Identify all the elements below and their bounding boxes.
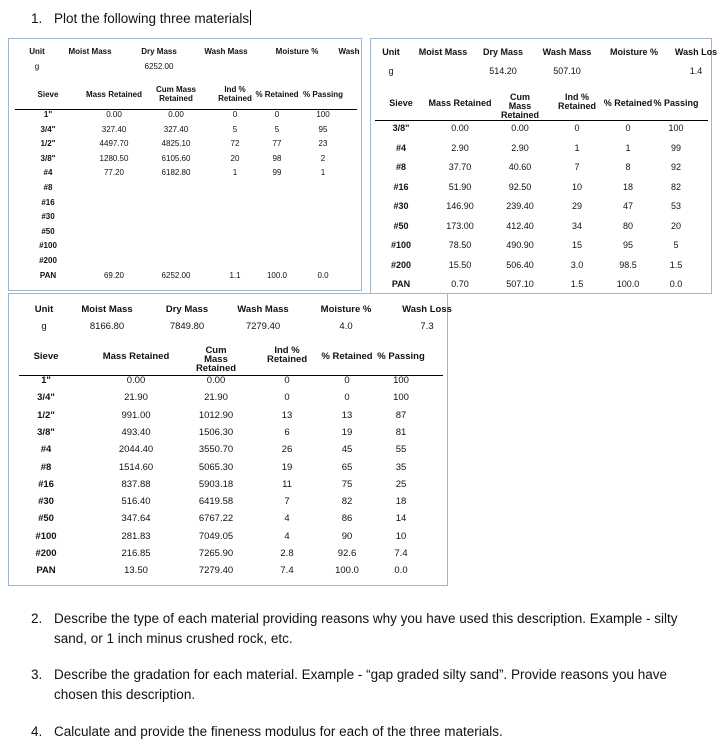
summary-header: Moist Mass <box>68 47 112 56</box>
header-rule <box>15 109 357 110</box>
table-cell: 7049.05 <box>198 530 234 542</box>
column-header: Mass Retained <box>102 351 170 362</box>
table-cell: 2.90 <box>511 142 529 153</box>
table-cell: #30 <box>41 212 55 222</box>
question-4 <box>31 722 686 742</box>
material-3-table <box>8 293 452 586</box>
question-number: 4. <box>31 724 43 739</box>
column-header: Sieve <box>389 98 413 108</box>
table-cell: 1" <box>43 110 53 119</box>
table-cell: 1 <box>320 168 326 178</box>
table-cell: 34 <box>571 220 583 231</box>
summary-header: Unit <box>29 47 45 56</box>
table-cell: 327.40 <box>101 124 127 134</box>
material-1-table <box>8 38 362 291</box>
table-cell: 1" <box>41 375 51 386</box>
table-cell: PAN <box>39 270 57 280</box>
column-header: Mass Retained <box>85 90 143 99</box>
summary-header: Moist Mass <box>81 304 133 315</box>
table-cell: #100 <box>35 530 57 542</box>
table-cell: 20 <box>230 153 240 163</box>
table-cell: #50 <box>38 513 54 525</box>
question-number: 2. <box>31 611 43 626</box>
table-cell: 7 <box>284 496 290 508</box>
table-cell: 0.00 <box>106 110 122 119</box>
table-cell: 3/8" <box>40 153 56 163</box>
table-cell: 3/8" <box>392 123 410 133</box>
table-cell: 7.4 <box>280 565 294 577</box>
table-cell: 6182.80 <box>161 168 191 178</box>
summary-header: Wash Loss <box>402 304 452 315</box>
summary-header: Unit <box>382 47 400 57</box>
table-cell: 0 <box>344 375 350 386</box>
table-cell: 347.64 <box>121 513 151 525</box>
table-cell: 507.10 <box>506 279 534 289</box>
table-cell: 18 <box>395 496 407 508</box>
question-2 <box>31 609 686 649</box>
table-cell: 87 <box>395 409 407 421</box>
summary-value: 1.4 <box>689 66 703 76</box>
table-cell: 86 <box>341 513 353 525</box>
table-cell: 0 <box>232 110 238 119</box>
table-cell: 13 <box>281 409 293 421</box>
question-number: 3. <box>31 667 43 682</box>
table-cell: PAN <box>36 565 56 577</box>
summary-value: g <box>41 321 47 332</box>
column-header: Ind % Retained <box>557 92 596 111</box>
column-header: Cum Mass Retained <box>155 85 196 103</box>
column-header: % Retained <box>321 351 373 362</box>
table-cell: 29 <box>571 201 583 211</box>
table-cell: 1 <box>625 142 631 153</box>
table-cell: 100 <box>668 123 684 133</box>
table-cell: 5065.30 <box>198 461 234 473</box>
table-cell: 0 <box>284 375 290 386</box>
table-cell: 53 <box>670 201 682 211</box>
table-cell: 4 <box>284 513 290 525</box>
header-rule <box>19 375 443 376</box>
question-text: Plot the following three materials <box>54 11 250 26</box>
table-cell: 5 <box>274 124 280 134</box>
column-header: % Retained <box>603 98 653 108</box>
header-rule <box>375 120 708 121</box>
summary-header: Wash Mass <box>204 47 248 56</box>
table-cell: 6419.58 <box>198 496 234 508</box>
column-header: % Passing <box>653 98 699 108</box>
table-cell: 216.85 <box>121 548 151 559</box>
table-cell: #16 <box>41 197 55 207</box>
summary-header: Wash Mass <box>542 47 592 57</box>
table-cell: 51.90 <box>448 181 472 192</box>
table-cell: 10 <box>395 530 407 542</box>
table-cell: 3/4" <box>40 124 56 134</box>
table-cell: PAN <box>391 279 411 289</box>
table-cell: 25 <box>395 478 407 490</box>
table-cell: 493.40 <box>121 426 151 438</box>
table-cell: 35 <box>395 461 407 473</box>
table-cell: 1/2" <box>40 139 56 149</box>
column-header: Sieve <box>33 351 59 362</box>
summary-value: 7849.80 <box>169 321 205 332</box>
table-cell: 1012.90 <box>198 409 234 421</box>
table-cell: 0.00 <box>168 110 184 119</box>
table-cell: 0 <box>284 392 290 404</box>
table-cell: 0.70 <box>451 279 469 289</box>
table-cell: 90 <box>341 530 353 542</box>
summary-header: Wash Mass <box>237 304 289 315</box>
table-cell: 2044.40 <box>118 444 154 456</box>
summary-value: 6252.00 <box>144 62 174 71</box>
table-cell: 1.5 <box>669 259 683 270</box>
table-cell: #50 <box>393 220 409 231</box>
question-number: 1. <box>31 11 43 26</box>
table-cell: 100 <box>316 110 330 119</box>
table-cell: 21.90 <box>204 392 228 404</box>
table-cell: 1.5 <box>570 279 584 289</box>
summary-header: Moisture % <box>275 47 319 56</box>
table-cell: 92.50 <box>508 181 532 192</box>
table-cell: 3/8" <box>37 426 55 438</box>
table-cell: 95 <box>622 240 634 250</box>
column-header: % Passing <box>377 351 425 362</box>
table-cell: 8 <box>625 162 631 172</box>
table-cell: 2 <box>320 153 326 163</box>
table-cell: 37.70 <box>448 162 472 172</box>
table-cell: 1514.60 <box>118 461 154 473</box>
table-cell: 21.90 <box>124 392 148 404</box>
table-cell: 65 <box>341 461 353 473</box>
table-cell: 1 <box>574 142 580 153</box>
table-cell: 45 <box>341 444 353 456</box>
table-cell: 5 <box>673 240 679 250</box>
summary-value: 8166.80 <box>89 321 125 332</box>
table-cell: 490.90 <box>506 240 534 250</box>
table-cell: 100 <box>393 392 409 404</box>
table-cell: 0.0 <box>317 270 329 280</box>
table-cell: 173.00 <box>446 220 474 231</box>
text-cursor <box>250 10 251 25</box>
table-cell: 516.40 <box>121 496 151 508</box>
table-cell: #100 <box>390 240 412 250</box>
table-cell: #8 <box>43 183 53 192</box>
table-cell: #4 <box>40 444 52 456</box>
table-cell: 7265.90 <box>198 548 234 559</box>
table-cell: 95 <box>318 124 328 134</box>
summary-value: 7279.40 <box>245 321 281 332</box>
table-cell: 7.4 <box>394 548 408 559</box>
table-cell: 4825.10 <box>161 139 191 149</box>
table-cell: 0.00 <box>511 123 529 133</box>
summary-header: Unit <box>34 304 54 315</box>
table-cell: 0 <box>274 110 280 119</box>
summary-header: Moisture % <box>320 304 372 315</box>
summary-header: Dry Mass <box>165 304 209 315</box>
table-cell: 3/4" <box>37 392 55 404</box>
material-2-table <box>370 38 718 294</box>
table-cell: 281.83 <box>121 530 151 542</box>
table-cell: 100.0 <box>335 565 359 577</box>
table-cell: 40.60 <box>508 162 532 172</box>
table-cell: 6105.60 <box>161 153 191 163</box>
table-cell: 75 <box>341 478 353 490</box>
column-header: Ind % Retained <box>267 345 308 365</box>
table-cell: 77 <box>272 139 282 149</box>
summary-header: Dry Mass <box>141 47 177 56</box>
question-3 <box>31 665 686 705</box>
table-cell: 19 <box>341 426 353 438</box>
table-cell: #4 <box>395 142 407 153</box>
table-cell: #200 <box>390 259 412 270</box>
table-cell: 5 <box>232 124 238 134</box>
table-cell: 0 <box>344 392 350 404</box>
table-cell: 26 <box>281 444 293 456</box>
table-cell: 327.40 <box>163 124 189 134</box>
table-cell: 412.40 <box>506 220 534 231</box>
table-cell: 7279.40 <box>198 565 234 577</box>
table-cell: 1280.50 <box>99 153 129 163</box>
table-cell: 1 <box>232 168 238 178</box>
table-cell: 69.20 <box>103 270 125 280</box>
column-header: Cum Mass Retained <box>195 345 237 374</box>
table-cell: 20 <box>670 220 682 231</box>
table-cell: 13.50 <box>124 565 148 577</box>
table-cell: 6252.00 <box>161 270 191 280</box>
table-cell: 3.0 <box>570 259 584 270</box>
table-cell: 23 <box>318 139 328 149</box>
table-cell: 78.50 <box>448 240 472 250</box>
table-cell: 0.00 <box>451 123 469 133</box>
table-cell: 0.00 <box>126 375 146 386</box>
table-cell: 4497.70 <box>99 139 129 149</box>
column-header: % Retained <box>255 90 299 99</box>
table-cell: 92 <box>670 162 682 172</box>
table-cell: 2.8 <box>280 548 294 559</box>
table-cell: 4 <box>284 530 290 542</box>
table-cell: #200 <box>39 256 57 265</box>
table-cell: 82 <box>670 181 682 192</box>
summary-value: 507.10 <box>553 66 581 76</box>
table-cell: 239.40 <box>506 201 534 211</box>
table-cell: 72 <box>230 139 240 149</box>
summary-value: g <box>388 66 394 76</box>
table-cell: 991.00 <box>121 409 151 421</box>
table-cell: 19 <box>281 461 293 473</box>
table-cell: 98 <box>272 153 282 163</box>
table-cell: 0 <box>574 123 580 133</box>
column-header: Cum Mass Retained <box>500 92 539 120</box>
table-cell: 92.6 <box>337 548 357 559</box>
question-text: Describe the gradation for each material. Example - “gap graded silty sand”. Provide reasons you have chosen this description. <box>54 667 668 702</box>
table-cell: 7 <box>574 162 580 172</box>
table-cell: #50 <box>41 226 55 236</box>
table-cell: 6 <box>284 426 290 438</box>
table-cell: 77.20 <box>103 168 125 178</box>
question-1 <box>31 9 711 29</box>
table-cell: #200 <box>35 548 57 559</box>
summary-value: 514.20 <box>489 66 517 76</box>
summary-header: Wash Los <box>674 47 718 57</box>
table-cell: 100.0 <box>266 270 288 280</box>
column-header: Mass Retained <box>428 98 492 108</box>
table-cell: 80 <box>622 220 634 231</box>
table-cell: 99 <box>272 168 282 178</box>
summary-value: g <box>34 62 40 71</box>
table-cell: #100 <box>39 241 57 251</box>
question-text: Describe the type of each material providing reasons why you have used this description. Example - silty sand, or 1 inch minus crushed rock, etc. <box>54 611 678 646</box>
table-cell: 100 <box>393 375 409 386</box>
table-cell: 0.0 <box>669 279 683 289</box>
table-cell: 837.88 <box>121 478 151 490</box>
table-cell: 1506.30 <box>198 426 234 438</box>
summary-value: 4.0 <box>339 321 353 332</box>
table-cell: 0.00 <box>206 375 226 386</box>
table-cell: 55 <box>395 444 407 456</box>
column-header: Ind % Retained <box>218 85 252 103</box>
table-cell: 1.1 <box>229 270 241 280</box>
table-cell: 3550.70 <box>198 444 234 456</box>
table-cell: #30 <box>393 201 409 211</box>
summary-header: Dry Mass <box>482 47 524 57</box>
column-header: Sieve <box>37 90 59 99</box>
table-cell: #8 <box>40 461 52 473</box>
table-cell: #8 <box>395 162 407 172</box>
table-cell: #16 <box>393 181 409 192</box>
table-cell: #16 <box>38 478 54 490</box>
table-cell: 146.90 <box>446 201 474 211</box>
table-cell: 15 <box>571 240 583 250</box>
table-cell: 82 <box>341 496 353 508</box>
question-text: Calculate and provide the fineness modulus for each of the three materials. <box>54 724 503 739</box>
table-cell: 15.50 <box>448 259 472 270</box>
table-cell: 99 <box>670 142 682 153</box>
table-cell: 0.0 <box>394 565 408 577</box>
table-cell: 2.90 <box>451 142 469 153</box>
summary-header: Moist Mass <box>418 47 468 57</box>
table-cell: 5903.18 <box>198 478 234 490</box>
table-cell: 10 <box>571 181 583 192</box>
summary-header: Moisture % <box>609 47 659 57</box>
table-cell: 14 <box>395 513 407 525</box>
table-cell: 98.5 <box>619 259 637 270</box>
table-cell: 11 <box>282 478 292 490</box>
table-cell: 0 <box>625 123 631 133</box>
summary-header: Wash <box>338 47 360 56</box>
table-cell: 18 <box>622 181 634 192</box>
table-cell: 81 <box>395 426 407 438</box>
table-cell: #30 <box>38 496 54 508</box>
table-cell: 13 <box>341 409 353 421</box>
summary-value: 7.3 <box>420 321 434 332</box>
table-cell: 1/2" <box>37 409 55 421</box>
table-cell: 100.0 <box>616 279 640 289</box>
table-cell: 6767.22 <box>198 513 234 525</box>
column-header: % Passing <box>302 90 344 99</box>
table-cell: #4 <box>43 168 53 178</box>
table-cell: 506.40 <box>506 259 534 270</box>
table-cell: 47 <box>622 201 634 211</box>
